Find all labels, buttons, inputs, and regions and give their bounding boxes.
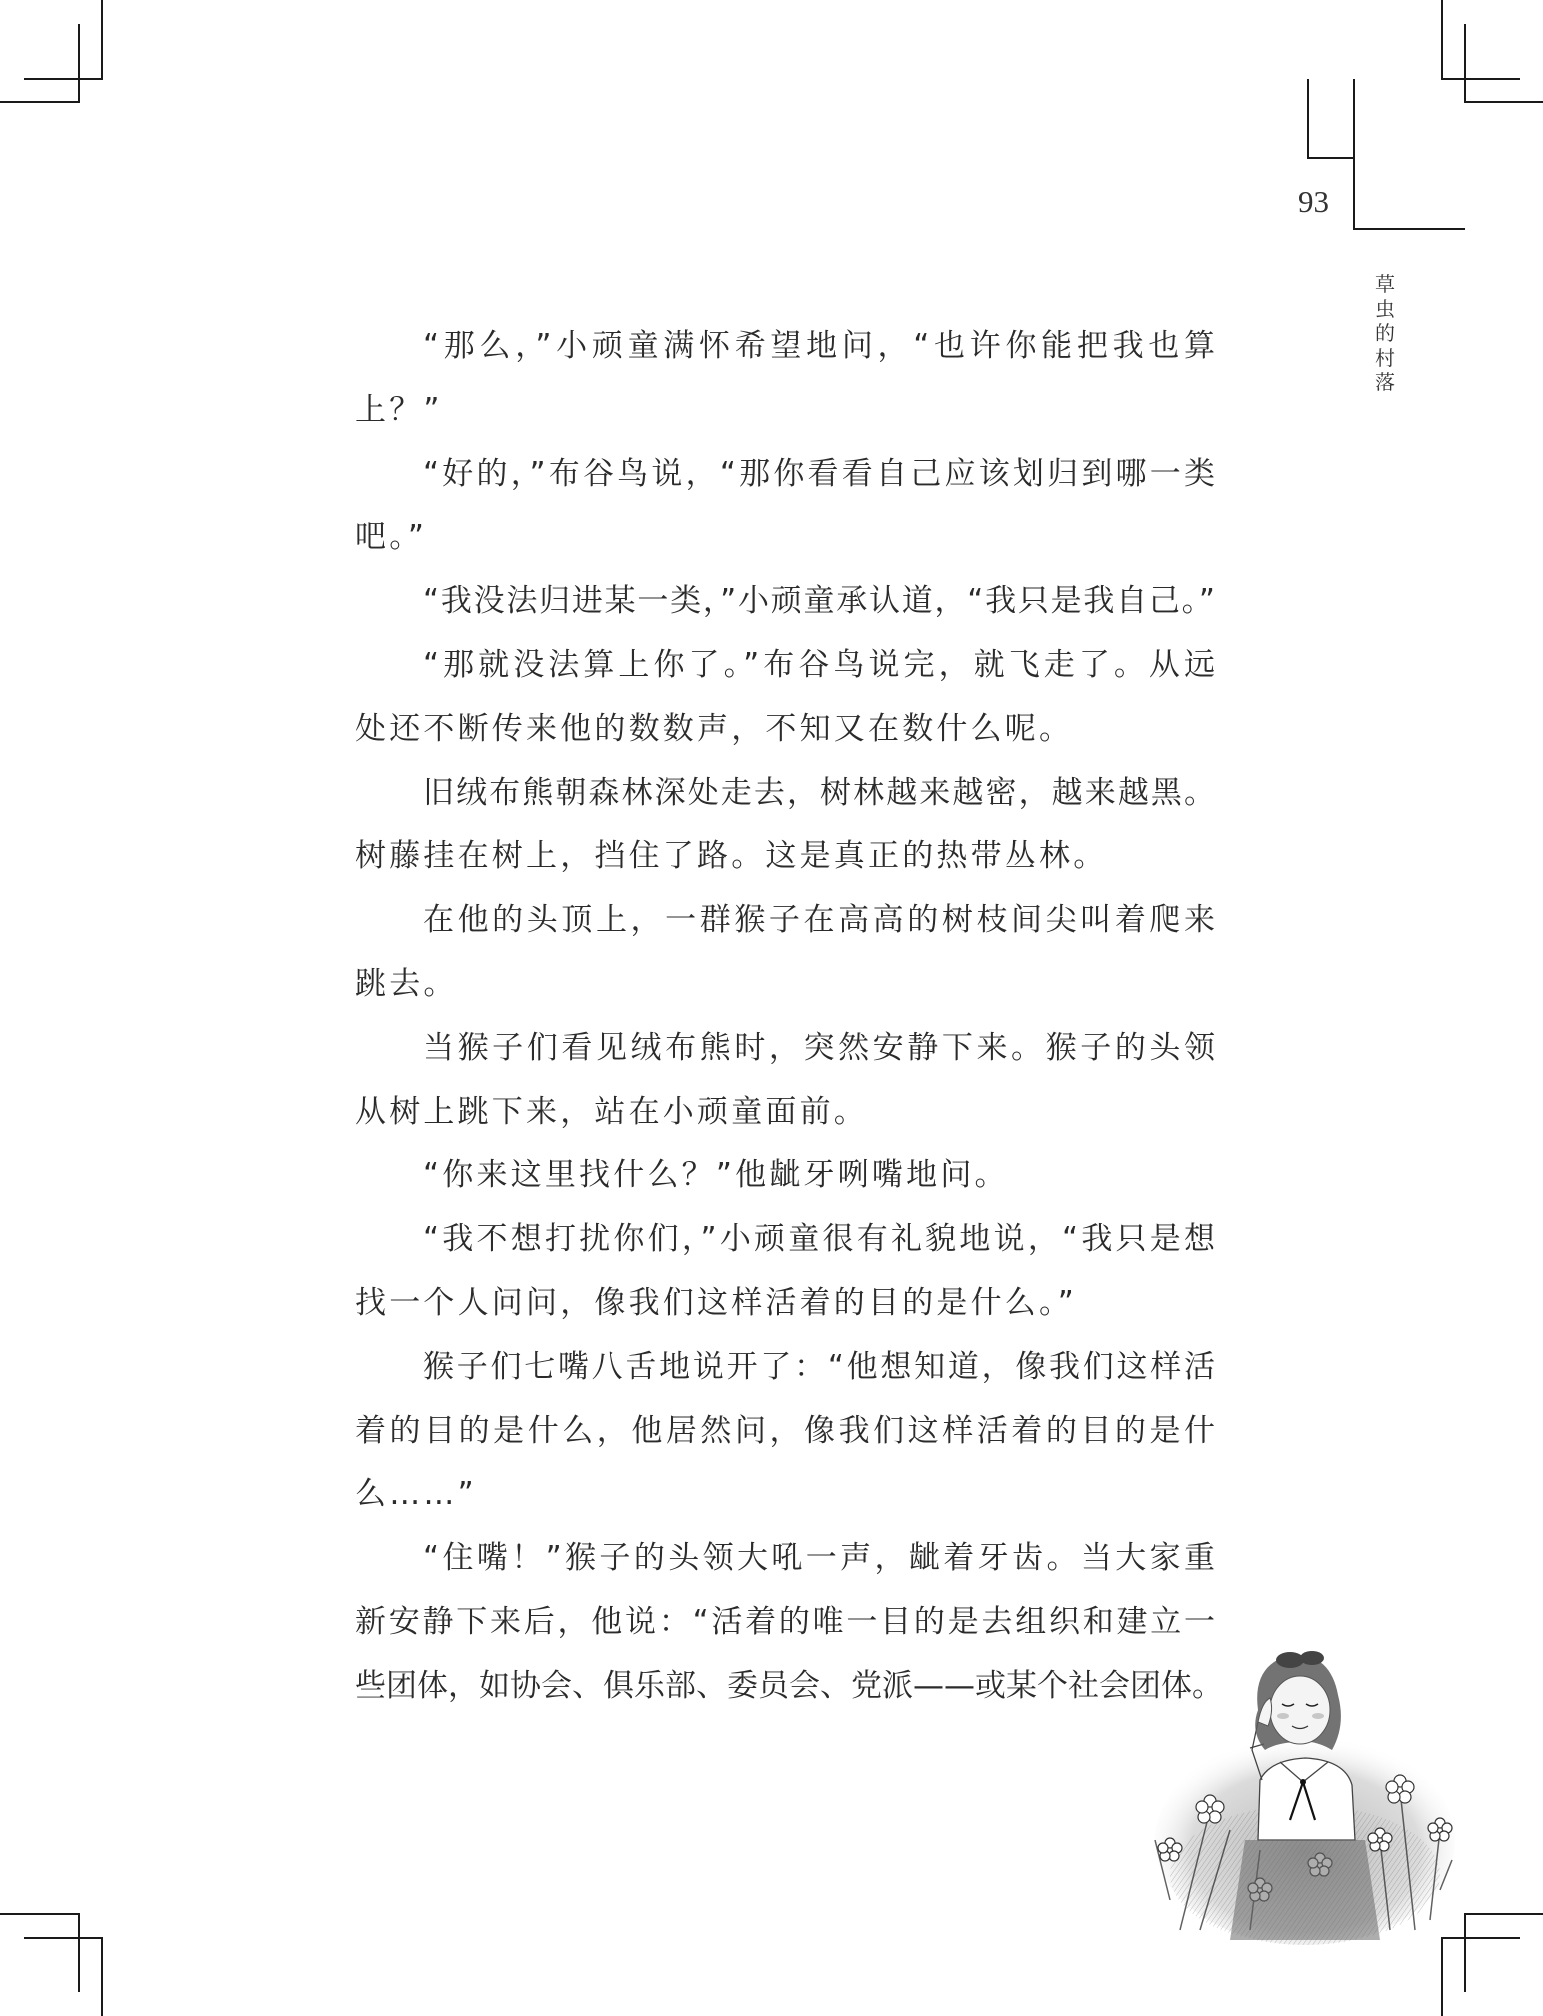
text-line: “那就没法算上你了。”布谷鸟说完，就飞走了。从远 <box>423 647 1215 683</box>
text-line: 吧。” <box>355 519 428 556</box>
text-line: “我不想打扰你们，”小顽童很有礼貌地说，“我只是想 <box>423 1221 1215 1258</box>
crop-mark <box>24 1937 103 1939</box>
text-line: “我没法归进某一类，”小顽童承认道，“我只是我自己。” <box>423 583 1215 620</box>
text-line: 当猴子们看见绒布熊时，突然安静下来。猴子的头领 <box>423 1029 1215 1066</box>
text-line: 树藤挂在树上，挡住了路。这是真正的热带丛林。 <box>355 838 1108 875</box>
header-ornament-line <box>1353 228 1465 230</box>
page-number: 93 <box>1298 184 1329 219</box>
text-line: 找一个人问问，像我们这样活着的目的是什么。” <box>355 1285 1077 1321</box>
text-line: 猴子们七嘴八舌地说开了：“他想知道，像我们这样活 <box>423 1348 1215 1385</box>
girl-among-flowers-pencil-sketch-icon <box>1140 1640 1460 1950</box>
crop-mark <box>0 101 80 103</box>
crop-mark <box>78 24 80 103</box>
crop-mark <box>24 78 103 80</box>
text-line: “那么，”小顽童满怀希望地问，“也许你能把我也算 <box>423 328 1215 364</box>
text-line: 着的目的是什么，他居然问，像我们这样活着的目的是什 <box>355 1412 1215 1449</box>
crop-mark <box>0 1913 80 1915</box>
text-line: 新安静下来后，他说：“活着的唯一目的是去组织和建立一 <box>355 1604 1215 1640</box>
crop-mark <box>78 1913 80 1992</box>
header-ornament-line <box>1353 79 1355 230</box>
text-line: “住嘴！”猴子的头领大吼一声，龇着牙齿。当大家重 <box>423 1540 1215 1577</box>
text-line: 旧绒布熊朝森林深处走去，树林越来越密，越来越黑。 <box>423 774 1215 811</box>
header-ornament-line <box>1307 157 1355 159</box>
text-line: 处还不断传来他的数数声，不知又在数什么呢。 <box>355 710 1074 747</box>
running-title: 草虫的村落 <box>1375 272 1395 394</box>
header-ornament-line <box>1307 79 1309 158</box>
girl-among-flowers-illustration <box>1140 1640 1460 1950</box>
crop-mark <box>101 1937 103 2016</box>
text-line: 么……” <box>355 1476 477 1513</box>
text-line: 从树上跳下来，站在小顽童面前。 <box>355 1093 868 1130</box>
crop-mark <box>1464 101 1543 103</box>
crop-mark <box>1441 0 1443 79</box>
crop-mark <box>1464 24 1466 103</box>
crop-mark <box>1441 78 1520 80</box>
text-line: 在他的头顶上，一群猴子在高高的树枝间尖叫着爬来 <box>423 902 1215 939</box>
text-line: 上？” <box>355 391 443 428</box>
crop-mark <box>1464 1913 1543 1915</box>
crop-mark <box>101 0 103 79</box>
text-line: “好的，”布谷鸟说，“那你看看自己应该划归到哪一类 <box>423 455 1215 492</box>
crop-mark <box>1464 1913 1466 1992</box>
text-line: 些团体，如协会、俱乐部、委员会、党派——或某个社会团体。 <box>355 1667 1223 1704</box>
text-line: “你来这里找什么？”他龇牙咧嘴地问。 <box>423 1157 1009 1194</box>
text-line: 跳去。 <box>355 966 458 1002</box>
